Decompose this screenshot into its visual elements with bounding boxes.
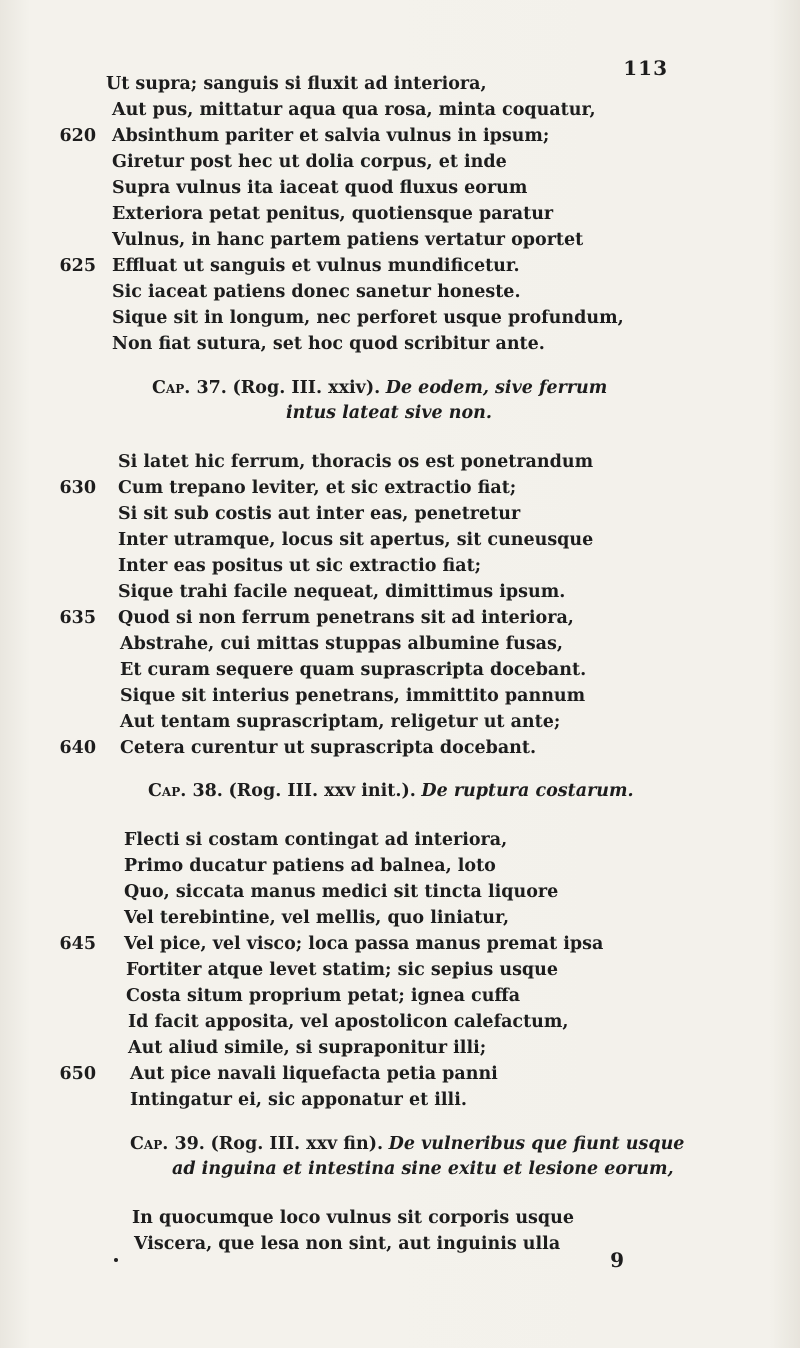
- verse-text: Inter utramque, locus sit apertus, sit cuneusque: [118, 530, 594, 550]
- verse-text: Sic iaceat patiens donec sanetur honeste.: [112, 282, 521, 302]
- verse-text: Supra vulnus ita iaceat quod fluxus eorum: [112, 178, 528, 198]
- verse-line: [0, 908, 800, 932]
- verse-text: Sique sit in longum, nec perforet usque profundum,: [112, 308, 624, 328]
- verse-text: Absinthum pariter et salvia vulnus in ipsum;: [112, 126, 550, 146]
- verse-text: Flecti si costam contingat ad interiora,: [124, 830, 508, 850]
- verse-text: Et curam sequere quam suprascripta docebant.: [120, 660, 587, 680]
- verse-text: Vel pice, vel visco; loca passa manus premat ipsa: [124, 934, 604, 954]
- verse-text: Non fiat sutura, set hoc quod scribitur ante.: [112, 334, 545, 354]
- verse-line: [0, 1038, 800, 1062]
- verse-text: Si latet hic ferrum, thoracis os est ponetrandum: [118, 452, 594, 472]
- verse-text: Sique sit interius penetrans, immittito pannum: [120, 686, 586, 706]
- verse-text: Cetera curentur ut suprascripta docebant.: [120, 738, 537, 758]
- verse-line: [0, 1064, 800, 1088]
- verse-line: [0, 204, 800, 228]
- verse-line: [0, 712, 800, 736]
- line-number: 630: [59, 478, 96, 498]
- line-number: 645: [59, 934, 96, 954]
- verse-text: Vel terebintine, vel mellis, quo liniatur,: [124, 908, 510, 928]
- verse-line: [0, 686, 800, 710]
- verse-line: [0, 282, 800, 306]
- verse-line: [0, 308, 800, 332]
- verse-text: Id facit apposita, vel apostolicon calefactum,: [128, 1012, 569, 1032]
- verse-text: Vulnus, in hanc partem patiens vertatur oportet: [112, 230, 584, 250]
- verse-line: [0, 1208, 800, 1232]
- verse-line: [0, 856, 800, 880]
- verse-line: [0, 556, 800, 580]
- line-number: 620: [59, 126, 96, 146]
- chapter-heading: [0, 781, 800, 805]
- line-number: 635: [59, 608, 96, 628]
- verse-line: [0, 738, 800, 762]
- verse-line: [0, 960, 800, 984]
- verse-text: Quo, siccata manus medici sit tincta liquore: [124, 882, 559, 902]
- chapter-title: De vulneribus que fiunt usque: [388, 1134, 685, 1154]
- verse-line: [0, 634, 800, 658]
- verse-text: Cum trepano leviter, et sic extractio fiat;: [118, 478, 517, 498]
- verse-line: [0, 1234, 800, 1258]
- line-number: 640: [59, 738, 96, 758]
- verse-line: [0, 178, 800, 202]
- verse-text: Intingatur ei, sic apponatur et illi.: [130, 1090, 467, 1110]
- verse-line: [0, 986, 800, 1010]
- chapter-title: De ruptura costarum.: [421, 781, 634, 801]
- verse-text: Si sit sub costis aut inter eas, penetretur: [118, 504, 521, 524]
- verse-line: [0, 452, 800, 476]
- verse-text: Aut aliud simile, si supraponitur illi;: [128, 1038, 487, 1058]
- line-number: 625: [59, 256, 96, 276]
- verse-line: [0, 256, 800, 280]
- verse-text: Aut pus, mittatur aqua qua rosa, minta coquatur,: [112, 100, 596, 120]
- verse-line: [0, 608, 800, 632]
- verse-text: Giretur post hec ut dolia corpus, et inde: [112, 152, 507, 172]
- chapter-reference: (Rog. III. xxv init.).: [228, 781, 416, 801]
- verse-line: [0, 100, 800, 124]
- verse-line: [0, 126, 800, 150]
- verse-line: [0, 504, 800, 528]
- line-number: 650: [59, 1064, 96, 1084]
- chapter-reference: (Rog. III. xxv fin).: [210, 1134, 384, 1154]
- chapter-title: De eodem, sive ferrum: [385, 378, 608, 398]
- verse-line: [0, 660, 800, 684]
- chapter-title-continued: intus lateat sive non.: [286, 403, 492, 423]
- verse-line: [0, 934, 800, 958]
- verse-line: [0, 530, 800, 554]
- chapter-label: Cap. 37.: [152, 378, 227, 398]
- verse-text: Abstrahe, cui mittas stuppas albumine fusas,: [120, 634, 563, 654]
- verse-text: Sique trahi facile nequeat, dimittimus ipsum.: [118, 582, 566, 602]
- verse-text: In quocumque loco vulnus sit corporis usque: [132, 1208, 575, 1228]
- verse-line: [0, 478, 800, 502]
- chapter-heading: [0, 378, 800, 402]
- verse-line: [0, 74, 800, 98]
- verse-text: Exteriora petat penitus, quotiensque paratur: [112, 204, 554, 224]
- verse-line: [0, 582, 800, 606]
- chapter-label: Cap. 38.: [148, 781, 223, 801]
- chapter-reference: (Rog. III. xxiv).: [232, 378, 381, 398]
- verse-line: [0, 882, 800, 906]
- verse-line: [0, 830, 800, 854]
- verse-line: [0, 1090, 800, 1114]
- verse-text: Effluat ut sanguis et vulnus mundificetur.: [112, 256, 520, 276]
- verse-text: Inter eas positus ut sic extractio fiat;: [118, 556, 482, 576]
- chapter-title-continued: ad inguina et intestina sine exitu et lesione eorum,: [172, 1159, 674, 1179]
- verse-text: Quod si non ferrum penetrans sit ad interiora,: [118, 608, 574, 628]
- verse-text: Viscera, que lesa non sint, aut inguinis ulla: [134, 1234, 561, 1254]
- verse-text: Fortiter atque levet statim; sic sepius usque: [126, 960, 559, 980]
- chapter-heading: [0, 1134, 800, 1158]
- page-number: 113: [623, 56, 668, 80]
- verse-text: Aut tentam suprascriptam, religetur ut ante;: [120, 712, 561, 732]
- verse-line: [0, 334, 800, 358]
- verse-line: [0, 1012, 800, 1036]
- verse-text: Primo ducatur patiens ad balnea, loto: [124, 856, 496, 876]
- verse-text: Costa situm proprium petat; ignea cuffa: [126, 986, 521, 1006]
- chapter-label: Cap. 39.: [130, 1134, 205, 1154]
- verse-text: Aut pice navali liquefacta petia panni: [130, 1064, 498, 1084]
- print-mark: [114, 1258, 118, 1262]
- verse-text: Ut supra; sanguis si fluxit ad interiora,: [106, 74, 487, 94]
- verse-line: [0, 230, 800, 254]
- verse-line: [0, 152, 800, 176]
- signature-mark: 9: [610, 1248, 624, 1272]
